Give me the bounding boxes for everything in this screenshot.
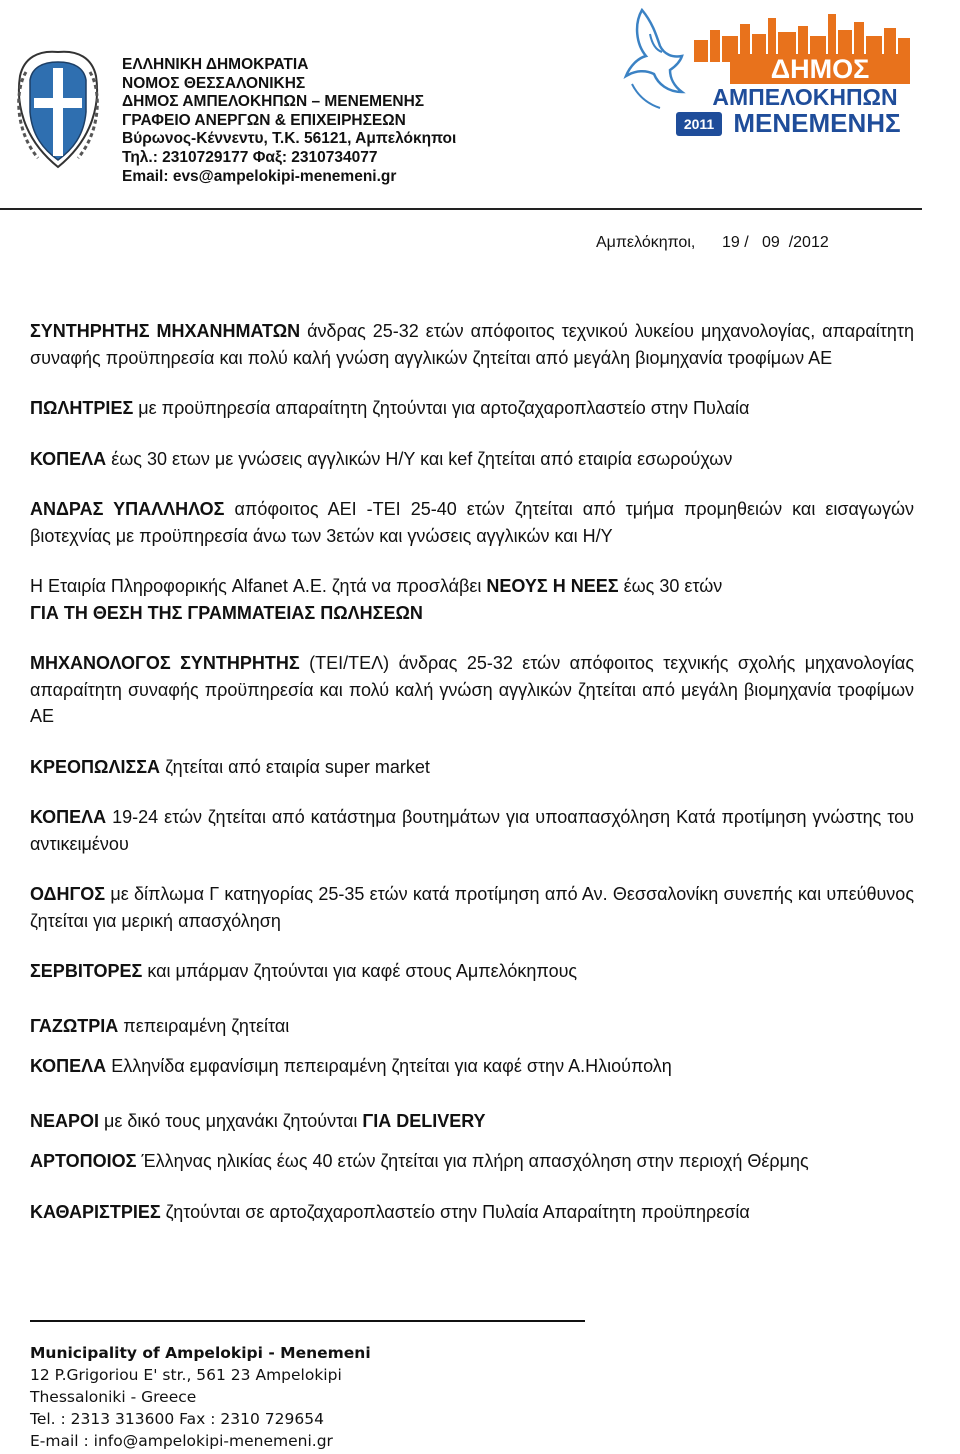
listing xyxy=(30,958,914,985)
header-country: ΕΛΛΗΝΙΚΗ ΔΗΜΟΚΡΑΤΙΑ xyxy=(122,56,309,73)
footer-email: E-mail : info@ampelokipi-menemeni.gr xyxy=(30,1432,333,1450)
listing-text: και μπάρμαν ζητούνται για καφέ στους Αμπελόκηπους xyxy=(142,961,578,981)
listing-title: ΚΟΠΕΛΑ xyxy=(30,807,107,827)
listing-title: ΣΕΡΒΙΤΟΡΕΣ xyxy=(30,961,143,981)
listing-title: ΑΝΔΡΑΣ ΥΠΑΛΛΗΛΟΣ xyxy=(30,499,225,519)
listing-title: ΝΕΑΡΟΙ xyxy=(30,1110,100,1131)
listing-text: Έλληνας ηλικίας έως 40 ετών ζητείται για πλήρη απασχόληση στην περιοχή Θέρμης xyxy=(136,1151,809,1171)
listing-title: ΚΟΠΕΛΑ xyxy=(30,448,107,469)
listing-text: με προϋπηρεσία απαραίτητη ζητούνται για αρτοζαχαροπλαστείο στην Πυλαία xyxy=(133,398,750,418)
logo-year: 2011 xyxy=(683,116,715,132)
header-municipality: ΔΗΜΟΣ ΑΜΠΕΛΟΚΗΠΩΝ – ΜΕΝΕΜΕΝΗΣ xyxy=(122,93,425,111)
header-office: ΓΡΑΦΕΙΟ ΑΝΕΡΓΩΝ & ΕΠΙΧΕΙΡΗΣΕΩΝ xyxy=(122,111,406,129)
listing-text: πεπειραμένη ζητείται xyxy=(118,1015,290,1036)
listing xyxy=(30,754,914,781)
listing-text: 19-24 ετών ζητείται από κατάστημα βουτημάτων για υποαπασχόληση Κατά προτίμηση γνώστης του αντικειμένου xyxy=(30,807,914,854)
footer-divider xyxy=(30,1320,585,1322)
listing-text: ζητούνται σε αρτοζαχαροπλαστείο στην Πυλαία Απαραίτητη προϋπηρεσία xyxy=(160,1201,750,1222)
listing xyxy=(30,496,914,549)
listing-position: ΓΙΑ DELIVERY xyxy=(362,1110,486,1131)
listing-title: ΟΔΗΓΟΣ xyxy=(30,884,106,904)
listing-text: ζητείται από εταιρία super market xyxy=(160,756,430,777)
listing-text: Η Εταιρία Πληροφορικής Alfanet Α.Ε. ζητά να προσλάβει xyxy=(30,576,487,596)
letterhead xyxy=(0,0,960,215)
listing-position: ΓΙΑ ΤΗ ΘΕΣΗ ΤΗΣ ΓΡΑΜΜΑΤΕΙΑΣ ΠΩΛΗΣΕΩΝ xyxy=(30,602,423,623)
header-prefecture: ΝΟΜΟΣ ΘΕΣΣΑΛΟΝΙΚΗΣ xyxy=(122,74,306,92)
document-date: Αμπελόκηποι, 19 / 09 /2012 xyxy=(596,234,829,251)
footer-address: 12 P.Grigoriou E' str., 561 23 Ampelokipi xyxy=(30,1366,342,1384)
header-divider xyxy=(0,208,922,210)
listing xyxy=(30,1053,914,1080)
header-email: Email: evs@ampelokipi-menemeni.gr xyxy=(122,167,397,185)
listing-text: Ελληνίδα εμφανίσιμη πεπειραμένη ζητείται για καφέ στην Α.Ηλιούπολη xyxy=(106,1056,672,1076)
header-address: Βύρωνος-Κέννεντυ, Τ.Κ. 56121, Αμπελόκηποι xyxy=(122,130,457,148)
footer-city: Thessaloniki - Greece xyxy=(30,1388,197,1406)
listing-text: απόφοιτος ΑΕΙ -ΤΕΙ 25-40 ετών ζητείται από τμήμα προμηθειών και εισαγωγών βιοτεχνίας με προϋπηρεσία άνω των 3ετών και γνώσεις αγγλικών και Η/Υ xyxy=(30,499,915,546)
listing-text: με δικό τους μηχανάκι ζητούνται xyxy=(99,1110,363,1131)
listing xyxy=(30,1108,914,1135)
listing-text: άνδρας 25-32 ετών απόφοιτος τεχνικού λυκείου μηχανολογίας, απαραίτητη συναφής προϋπηρεσία και πολύ καλή γνώση αγγλικών ζητείται από μεγάλη βιομηχανία τροφίμων ΑΕ xyxy=(30,321,914,368)
listing xyxy=(30,1013,914,1040)
listing xyxy=(30,804,914,857)
logo-year-badge xyxy=(676,112,722,136)
municipality-logo xyxy=(612,4,912,144)
listing xyxy=(30,650,914,730)
listing-text: έως 30 ετών xyxy=(618,576,723,596)
listing xyxy=(30,318,914,371)
logo-subtitle-2: ΜΕΝΕΜΕΝΗΣ xyxy=(733,108,901,138)
logo-subtitle-1: ΑΜΠΕΛΟΚΗΠΩΝ xyxy=(712,84,898,110)
listing-title: ΝΕΟΥΣ Η ΝΕΕΣ xyxy=(486,576,619,596)
job-listings xyxy=(30,318,914,1225)
listing xyxy=(30,1148,914,1175)
listing xyxy=(30,395,914,422)
listing xyxy=(30,446,914,473)
listing xyxy=(30,881,914,934)
footer-phone: Tel. : 2313 313600 Fax : 2310 729654 xyxy=(30,1410,324,1428)
listing-text: (ΤΕΙ/ΤΕΛ) άνδρας 25-32 ετών απόφοιτος τεχνικής σχολής μηχανολογίας απαραίτητη συναφής προϋπηρεσία και πολύ καλή γνώση αγγλικών ζητείται από μεγάλη βιομηχανία τροφίμων ΑΕ xyxy=(30,653,915,726)
listing-text: με δίπλωμα Γ κατηγορίας 25-35 ετών κατά προτίμηση από Αν. Θεσσαλονίκη συνεπής και υπεύθυνος ζητείται για μερική απασχόληση xyxy=(30,884,914,931)
listing-title: ΑΡΤΟΠΟΙΟΣ xyxy=(30,1151,137,1171)
listing-title: ΓΑΖΩΤΡΙΑ xyxy=(30,1015,119,1036)
listing-text: έως 30 ετων με γνώσεις αγγλικών Η/Υ και kef ζητείται από εταιρία εσωρούχων xyxy=(106,448,733,469)
logo-title: ΔΗΜΟΣ xyxy=(730,54,910,84)
listing xyxy=(30,1199,914,1226)
listing-title: ΚΑΘΑΡΙΣΤΡΙΕΣ xyxy=(30,1201,161,1222)
listing-title: ΣΥΝΤΗΡΗΤΗΣ ΜΗΧΑΝΗΜΑΤΩΝ xyxy=(30,321,301,341)
listing xyxy=(30,573,914,626)
footer xyxy=(30,1320,590,1452)
listing-title: ΚΟΠΕΛΑ xyxy=(30,1056,107,1076)
listing-title: ΚΡΕΟΠΩΛΙΣΣΑ xyxy=(30,756,161,777)
greek-coat-of-arms-icon xyxy=(8,42,108,177)
listing-title: ΜΗΧΑΝΟΛΟΓΟΣ ΣΥΝΤΗΡΗΤΗΣ xyxy=(30,653,300,673)
footer-title: Municipality of Ampelokipi - Menemeni xyxy=(30,1344,371,1362)
header-phone: Τηλ.: 2310729177 Φαξ: 2310734077 xyxy=(122,148,378,166)
listing-title: ΠΩΛΗΤΡΙΕΣ xyxy=(30,398,134,418)
